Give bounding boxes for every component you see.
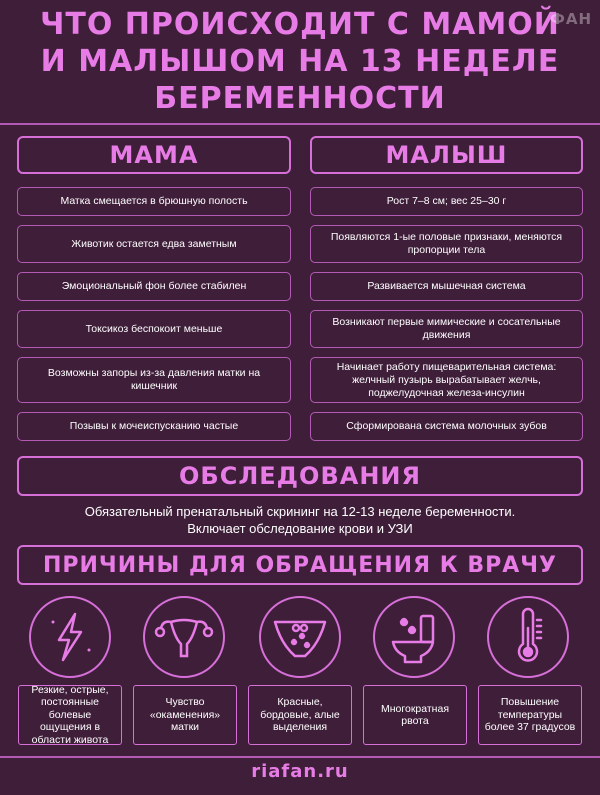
baby-item: Рост 7–8 см; вес 25–30 г <box>310 187 583 216</box>
mom-item: Токсикоз беспокоит меньше <box>17 310 291 348</box>
exams-line-1: Обязательный пренатальный скрининг на 12-13 неделе беременности. <box>84 504 516 519</box>
reason-label: Резкие, острые, постоянные болевые ощущения в области живота <box>18 685 122 745</box>
toilet-icon <box>373 596 455 678</box>
page-title <box>0 6 600 117</box>
mom-item: Эмоциональный фон более стабилен <box>17 272 291 301</box>
baby-item: Появляются 1-ые половые признаки, меняются пропорции тела <box>310 225 583 263</box>
mom-item: Животик остается едва заметным <box>17 225 291 263</box>
reason-label: Повышение температуры более 37 градусов <box>478 685 582 745</box>
divider-top <box>0 123 600 125</box>
thermometer-icon <box>487 596 569 678</box>
exams-header: ОБСЛЕДОВАНИЯ <box>17 456 583 496</box>
reason-label: Многократная рвота <box>363 685 467 745</box>
reasons-header: ПРИЧИНЫ ДЛЯ ОБРАЩЕНИЯ К ВРАЧУ <box>17 545 583 585</box>
reason-label: Красные, бордовые, алые выделения <box>248 685 352 745</box>
baby-item: Возникают первые мимические и сосательные движения <box>310 310 583 348</box>
watermark: ФАН <box>549 10 592 28</box>
mom-item: Позывы к мочеиспусканию частые <box>17 412 291 441</box>
lightning-icon <box>29 596 111 678</box>
title-line-2: И МАЛЫШОМ НА 13 НЕДЕЛЕ <box>40 44 560 79</box>
mom-header: МАМА <box>17 136 291 174</box>
title-line-3: БЕРЕМЕННОСТИ <box>154 81 446 116</box>
exams-line-2: Включает обследование крови и УЗИ <box>187 521 413 536</box>
baby-item: Развивается мышечная система <box>310 272 583 301</box>
baby-header: МАЛЫШ <box>310 136 583 174</box>
baby-item: Сформирована система молочных зубов <box>310 412 583 441</box>
uterus-icon <box>143 596 225 678</box>
divider-bottom <box>0 756 600 758</box>
baby-item: Начинает работу пищеварительная система: желчный пузырь вырабатывает желчь, поджелудочная железа-инсулин <box>310 357 583 403</box>
exams-text <box>0 503 600 537</box>
underwear-drops-icon <box>259 596 341 678</box>
mom-item: Возможны запоры из-за давления матки на кишечник <box>17 357 291 403</box>
reason-label: Чувство «окаменения» матки <box>133 685 237 745</box>
site-link[interactable]: riafan.ru <box>251 761 349 782</box>
mom-item: Матка смещается в брюшную полость <box>17 187 291 216</box>
title-line-1: ЧТО ПРОИСХОДИТ С МАМОЙ <box>40 7 560 42</box>
